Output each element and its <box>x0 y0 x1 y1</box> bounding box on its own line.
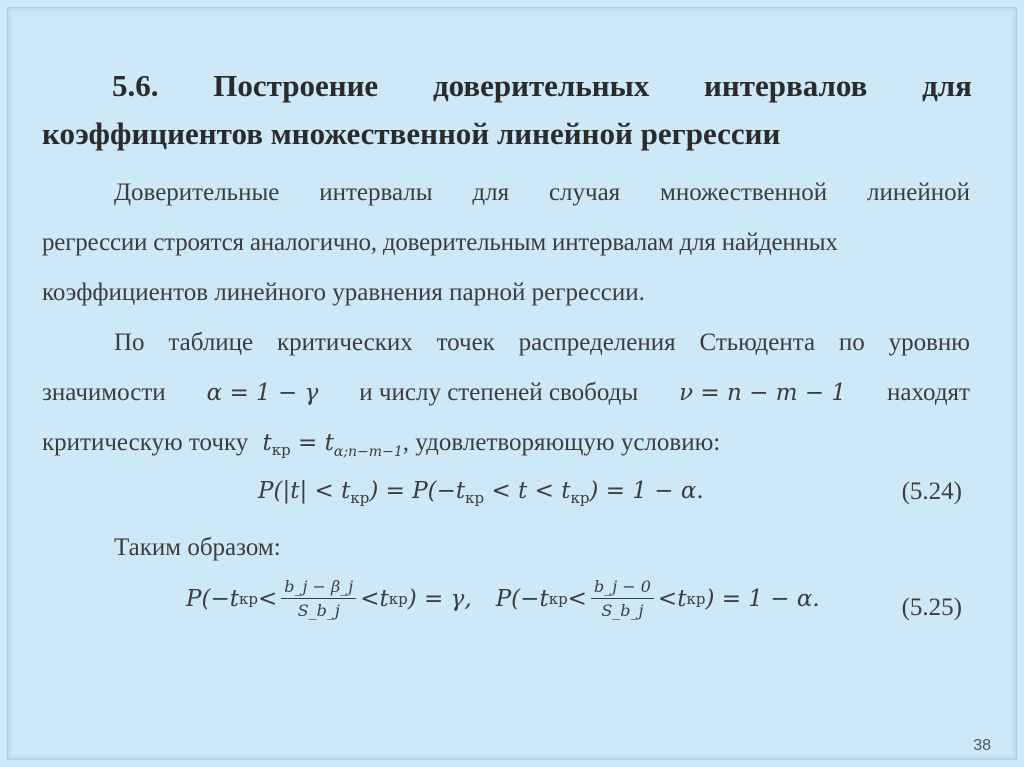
page-number: 38 <box>973 737 991 754</box>
formula-part: ) = γ, <box>407 586 472 612</box>
text: критическую точку <box>42 429 249 456</box>
fraction-numerator: b_j − 0 <box>591 578 654 599</box>
equals-sign: = <box>290 430 325 456</box>
subscript-alpha-n-m-1: α;n−m−1 <box>333 444 403 460</box>
paragraph-2-line-2 <box>42 368 970 418</box>
fraction-denominator: S_b_j <box>297 601 340 620</box>
critical-point-formula <box>262 430 403 460</box>
word: значимости <box>42 379 166 406</box>
subscript-kr: кр <box>686 590 706 608</box>
less-than: < <box>257 586 278 612</box>
title-word: интервалов <box>704 68 868 103</box>
word: для <box>472 179 510 206</box>
word: уровню <box>888 329 970 356</box>
t-symbol: t <box>561 478 571 504</box>
title-line-1 <box>42 62 972 110</box>
slide-title <box>42 62 972 158</box>
t-symbol: t <box>379 586 389 612</box>
word: по <box>838 329 865 356</box>
word: Стьюдента <box>699 329 816 356</box>
title-word: доверительных <box>432 68 650 103</box>
equation-number-5-25: (5.25) <box>901 594 962 621</box>
paragraph-2-line-1 <box>42 318 970 368</box>
section-number: 5.6. <box>112 68 159 103</box>
less-than: < <box>657 586 678 612</box>
paragraph-1-line-1 <box>42 168 970 218</box>
paragraph-1 <box>42 168 970 318</box>
t-symbol: t <box>455 478 466 504</box>
word: множественной <box>660 179 828 206</box>
t-symbol: t <box>229 586 239 612</box>
less-than: < <box>360 586 380 612</box>
formula-5-24 <box>258 478 704 507</box>
alpha-equation: α = 1 − γ <box>206 380 319 406</box>
text: , удовлетворяющую условию: <box>402 429 721 456</box>
paragraph-2 <box>42 318 970 477</box>
title-word: Построение <box>213 68 379 103</box>
word: Доверительные <box>114 179 280 206</box>
subscript-kr: кр <box>238 590 258 608</box>
t-symbol: t <box>324 430 334 456</box>
word: интервалы <box>319 179 433 206</box>
thus-line <box>42 523 970 573</box>
word: линейной <box>867 179 970 206</box>
title-line-2: коэффициентов множественной линейной регрессии <box>42 116 781 151</box>
formula-part: ) = 1 − α. <box>589 478 704 504</box>
formula-part: P(− <box>186 586 230 612</box>
subscript-kr: кр <box>465 489 485 507</box>
equation-number-5-24: (5.24) <box>901 478 962 505</box>
t-symbol: t <box>539 586 549 612</box>
text: и числу степеней свободы <box>359 379 639 406</box>
subscript-kr: кр <box>388 590 408 608</box>
word: критических <box>276 329 413 356</box>
word: По <box>114 329 145 356</box>
subscript-kr: кр <box>350 489 370 507</box>
paragraph-1-line-3: коэффициентов линейного уравнения парной регрессии. <box>42 279 645 306</box>
formula-part: ) = 1 − α. <box>705 586 820 612</box>
fraction-2 <box>591 578 654 620</box>
paragraph-1-line-2: регрессии строятся аналогично, доверительным интервалам для найденных <box>42 229 838 256</box>
t-symbol: t <box>677 586 687 612</box>
fraction-1 <box>281 578 356 620</box>
t-symbol: t <box>341 478 351 504</box>
nu-equation: ν = n − m − 1 <box>679 380 847 406</box>
subscript-kr: кр <box>271 441 291 459</box>
thus-text: Таким образом: <box>114 534 281 561</box>
fraction-denominator: S_b_j <box>601 601 644 620</box>
word: точек <box>436 329 495 356</box>
word: находят <box>887 379 970 406</box>
formula-part: P(|t| < <box>258 478 342 504</box>
word: случая <box>548 179 621 206</box>
t-symbol: t <box>262 430 272 456</box>
title-word: для <box>922 68 972 103</box>
formula-part: ) = P(− <box>369 478 456 504</box>
subscript-kr: кр <box>570 489 590 507</box>
formula-5-25 <box>186 578 820 620</box>
word: распределения <box>518 329 676 356</box>
less-than: < <box>567 586 587 612</box>
subscript-kr: кр <box>548 590 568 608</box>
word: таблице <box>168 329 254 356</box>
paragraph-2-line-3 <box>42 418 970 477</box>
formula-part: < t < <box>484 478 562 504</box>
formula-part: P(− <box>495 586 540 612</box>
fraction-numerator: b_j − β_j <box>281 578 356 599</box>
